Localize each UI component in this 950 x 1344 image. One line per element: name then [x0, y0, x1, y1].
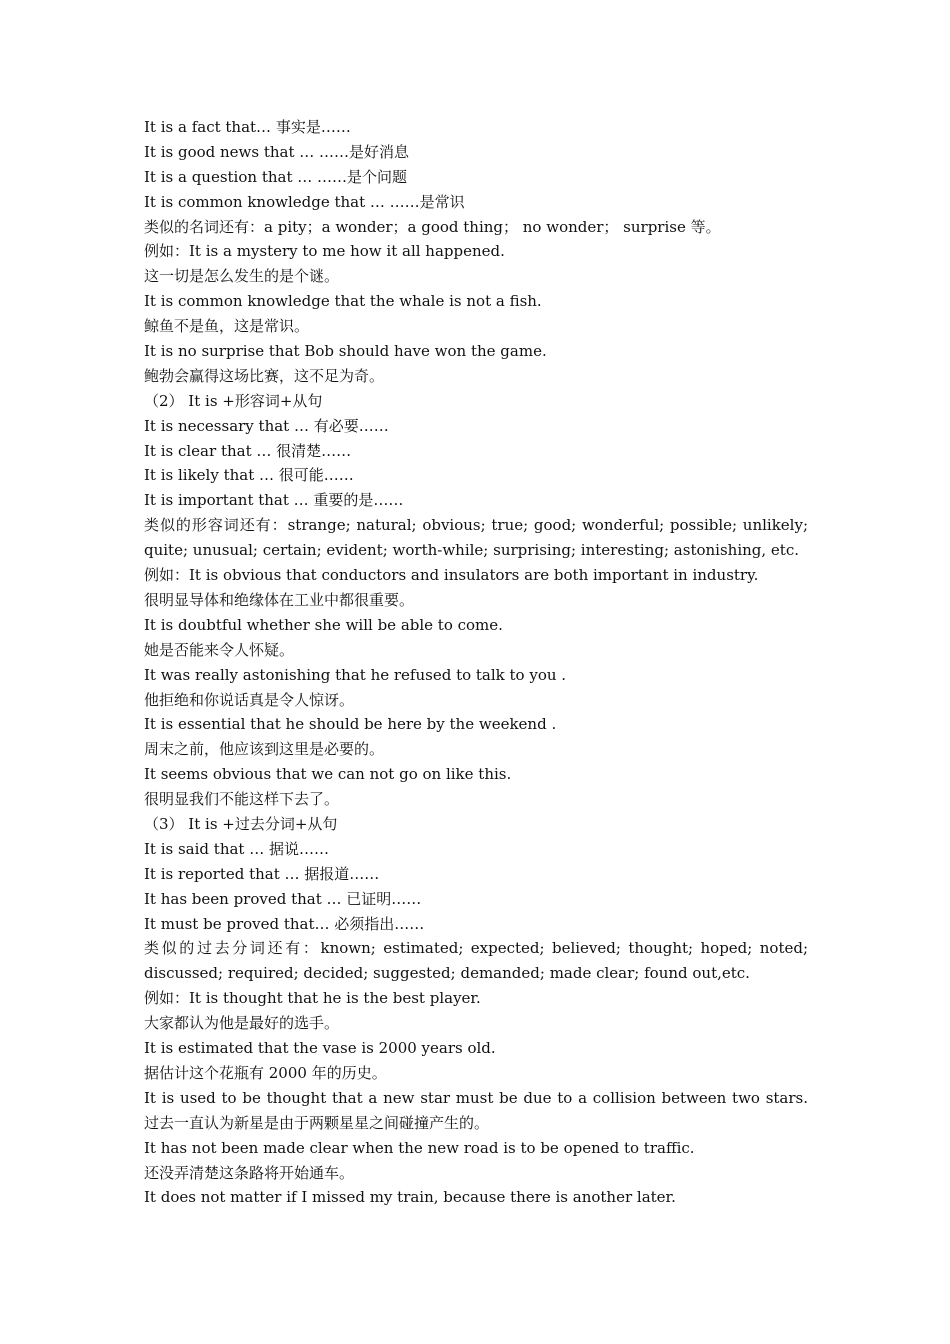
text-paragraph: 类似的形容词还有：strange; natural; obvious; true; good; wonderful; possible; unlikely; quite; unusual; certain; evident; worth-while; surprising; interesting; astonishing, etc. — [144, 516, 808, 560]
text-line: It is no surprise that Bob should have won the game. — [144, 342, 547, 361]
text-line: 例如：It is thought that he is the best player. — [144, 989, 481, 1008]
text-line: It is estimated that the vase is 2000 years old. — [144, 1039, 496, 1058]
text-line: It has been proved that … 已证明…… — [144, 889, 422, 908]
text-line: 鲸鱼不是鱼，这是常识。 — [144, 317, 310, 336]
text-line: It is clear that … 很清楚…… — [144, 441, 352, 460]
text-line: It is important that … 重要的是…… — [144, 491, 404, 510]
text-line: It is good news that … ……是好消息 — [144, 142, 410, 161]
document-page — [144, 115, 808, 1210]
text-line: 很明显我们不能这样下去了。 — [144, 790, 340, 809]
text-line: It does not matter if I missed my train, because there is another later. — [144, 1188, 676, 1207]
section-heading: （3） It is +过去分词+从句 — [144, 814, 338, 833]
text-line: 据估计这个花瓶有 2000 年的历史。 — [144, 1063, 387, 1082]
section-heading: （2） It is +形容词+从句 — [144, 391, 323, 410]
text-line: It is common knowledge that … ……是常识 — [144, 192, 465, 211]
text-line: 很明显导体和绝缘体在工业中都很重要。 — [144, 590, 415, 609]
text-line: It is said that … 据说…… — [144, 839, 329, 858]
text-paragraph: It is used to be thought that a new star must be due to a collision between two stars. 过去一直认为新星是由于两颗星星之间碰撞产生的。 — [144, 1088, 808, 1132]
text-line: It must be proved that… 必须指出…… — [144, 914, 425, 933]
text-line: 大家都认为他是最好的选手。 — [144, 1014, 340, 1033]
text-paragraph: 类似的过去分词还有：known; estimated; expected; believed; thought; hoped; noted; discussed; required; decided; suggested; demanded; made clear; found out,etc. — [144, 939, 808, 983]
text-line: It seems obvious that we can not go on like this. — [144, 765, 512, 784]
text-line: It is reported that … 据报道…… — [144, 864, 380, 883]
text-line: 类似的名词还有：a pity；a wonder；a good thing； no wonder； surprise 等。 — [144, 217, 721, 236]
text-line: It is a fact that… 事实是…… — [144, 118, 351, 136]
text-line: It is common knowledge that the whale is not a fish. — [144, 292, 542, 311]
text-line: It was really astonishing that he refused to talk to you . — [144, 665, 567, 684]
text-line: 鲍勃会赢得这场比赛，这不足为奇。 — [144, 366, 385, 385]
text-line: 她是否能来令人怀疑。 — [144, 640, 295, 659]
text-line: It has not been made clear when the new road is to be opened to traffic. — [144, 1138, 695, 1157]
text-line: It is necessary that … 有必要…… — [144, 416, 389, 435]
text-line: 这一切是怎么发生的是个谜。 — [144, 267, 340, 286]
text-line: It is doubtful whether she will be able to come. — [144, 615, 503, 634]
text-line: 例如：It is a mystery to me how it all happened. — [144, 242, 505, 261]
text-line: It is likely that … 很可能…… — [144, 466, 354, 485]
text-line: 还没弄清楚这条路将开始通车。 — [144, 1163, 355, 1182]
text-line: 他拒绝和你说话真是令人惊讶。 — [144, 690, 355, 709]
text-line: It is essential that he should be here by the weekend . — [144, 715, 557, 734]
text-line: 周末之前，他应该到这里是必要的。 — [144, 740, 385, 759]
text-line: 例如：It is obvious that conductors and insulators are both important in industry. — [144, 566, 759, 585]
text-line: It is a question that … ……是个问题 — [144, 167, 408, 186]
